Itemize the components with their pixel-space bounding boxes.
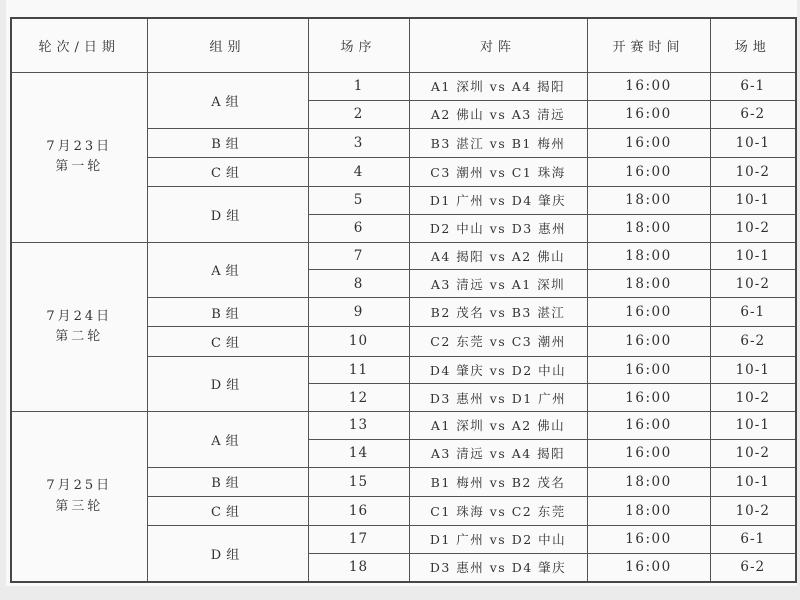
time-cell: 16:00	[587, 412, 710, 440]
time-cell: 16:00	[587, 526, 710, 554]
venue-cell: 10-1	[710, 187, 796, 215]
group-cell: B组	[147, 128, 308, 157]
venue-cell: 10-2	[710, 214, 796, 242]
matchup-cell: C2 东莞 vs C3 潮州	[409, 327, 587, 356]
seq-cell: 5	[308, 187, 409, 215]
matchup-cell: D3 惠州 vs D1 广州	[409, 384, 587, 412]
date-text: 7月24日	[46, 308, 113, 324]
matchup-cell: C1 珠海 vs C2 东莞	[409, 496, 587, 525]
group-cell: C组	[147, 157, 308, 186]
venue-cell: 10-2	[710, 496, 796, 525]
venue-cell: 10-2	[710, 157, 796, 186]
table-row	[11, 412, 796, 440]
time-cell: 16:00	[587, 384, 710, 412]
matchup-cell: D4 肇庆 vs D2 中山	[409, 356, 587, 384]
venue-cell: 6-1	[710, 526, 796, 554]
round-text: 第一轮	[55, 159, 104, 175]
venue-cell: 10-2	[710, 270, 796, 298]
group-cell: D组	[147, 356, 308, 412]
seq-cell: 17	[308, 526, 409, 554]
venue-cell: 6-2	[710, 553, 796, 582]
time-cell: 16:00	[587, 128, 710, 157]
venue-cell: 10-1	[710, 467, 796, 496]
seq-cell: 1	[308, 73, 409, 101]
venue-cell: 10-1	[710, 128, 796, 157]
header-start-time: 开赛时间	[587, 18, 710, 73]
time-cell: 16:00	[587, 553, 710, 582]
group-cell: D组	[147, 526, 308, 582]
group-cell: D组	[147, 187, 308, 243]
header-seq: 场序	[308, 18, 409, 73]
seq-cell: 14	[308, 439, 409, 467]
seq-cell: 10	[308, 327, 409, 356]
table-row	[11, 73, 796, 101]
seq-cell: 7	[308, 242, 409, 270]
venue-cell: 6-2	[710, 327, 796, 356]
venue-cell: 10-2	[710, 439, 796, 467]
seq-cell: 4	[308, 157, 409, 186]
matchup-cell: B3 湛江 vs B1 梅州	[409, 128, 587, 157]
date-cell	[11, 73, 147, 243]
matchup-cell: A1 深圳 vs A2 佛山	[409, 412, 587, 440]
header-round-date: 轮次/日期	[11, 18, 147, 73]
seq-cell: 16	[308, 496, 409, 525]
seq-cell: 6	[308, 214, 409, 242]
seq-cell: 15	[308, 467, 409, 496]
venue-cell: 10-1	[710, 242, 796, 270]
group-cell: A组	[147, 242, 308, 298]
group-cell: A组	[147, 73, 308, 129]
date-cell	[11, 242, 147, 412]
round-text: 第三轮	[55, 498, 104, 514]
seq-cell: 11	[308, 356, 409, 384]
group-cell: B组	[147, 467, 308, 496]
matchup-cell: A3 清远 vs A4 揭阳	[409, 439, 587, 467]
matchup-cell: B1 梅州 vs B2 茂名	[409, 467, 587, 496]
matchup-cell: A4 揭阳 vs A2 佛山	[409, 242, 587, 270]
seq-cell: 3	[308, 128, 409, 157]
time-cell: 18:00	[587, 242, 710, 270]
match-schedule-table	[10, 17, 797, 583]
time-cell: 16:00	[587, 73, 710, 101]
time-cell: 18:00	[587, 214, 710, 242]
time-cell: 16:00	[587, 356, 710, 384]
header-row	[11, 18, 796, 73]
seq-cell: 9	[308, 298, 409, 327]
date-cell	[11, 412, 147, 582]
group-cell: B组	[147, 298, 308, 327]
time-cell: 16:00	[587, 439, 710, 467]
time-cell: 18:00	[587, 270, 710, 298]
group-cell: A组	[147, 412, 308, 468]
seq-cell: 18	[308, 553, 409, 582]
matchup-cell: D1 广州 vs D4 肇庆	[409, 187, 587, 215]
time-cell: 16:00	[587, 327, 710, 356]
venue-cell: 6-2	[710, 100, 796, 128]
venue-cell: 10-2	[710, 384, 796, 412]
venue-cell: 10-1	[710, 356, 796, 384]
seq-cell: 2	[308, 100, 409, 128]
group-cell: C组	[147, 496, 308, 525]
header-group: 组别	[147, 18, 308, 73]
date-text: 7月25日	[46, 478, 113, 494]
venue-cell: 6-1	[710, 73, 796, 101]
table-row	[11, 242, 796, 270]
time-cell: 16:00	[587, 157, 710, 186]
venue-cell: 6-1	[710, 298, 796, 327]
time-cell: 18:00	[587, 187, 710, 215]
header-venue: 场地	[710, 18, 796, 73]
round-text: 第二轮	[55, 328, 104, 344]
header-matchup: 对阵	[409, 18, 587, 73]
matchup-cell: C3 潮州 vs C1 珠海	[409, 157, 587, 186]
matchup-cell: A2 佛山 vs A3 清远	[409, 100, 587, 128]
matchup-cell: A3 清远 vs A1 深圳	[409, 270, 587, 298]
matchup-cell: D1 广州 vs D2 中山	[409, 526, 587, 554]
time-cell: 18:00	[587, 467, 710, 496]
matchup-cell: D2 中山 vs D3 惠州	[409, 214, 587, 242]
group-cell: C组	[147, 327, 308, 356]
matchup-cell: D3 惠州 vs D4 肇庆	[409, 553, 587, 582]
seq-cell: 13	[308, 412, 409, 440]
seq-cell: 8	[308, 270, 409, 298]
date-text: 7月23日	[46, 139, 113, 155]
matchup-cell: A1 深圳 vs A4 揭阳	[409, 73, 587, 101]
time-cell: 18:00	[587, 496, 710, 525]
seq-cell: 12	[308, 384, 409, 412]
time-cell: 16:00	[587, 100, 710, 128]
venue-cell: 10-1	[710, 412, 796, 440]
matchup-cell: B2 茂名 vs B3 湛江	[409, 298, 587, 327]
time-cell: 16:00	[587, 298, 710, 327]
